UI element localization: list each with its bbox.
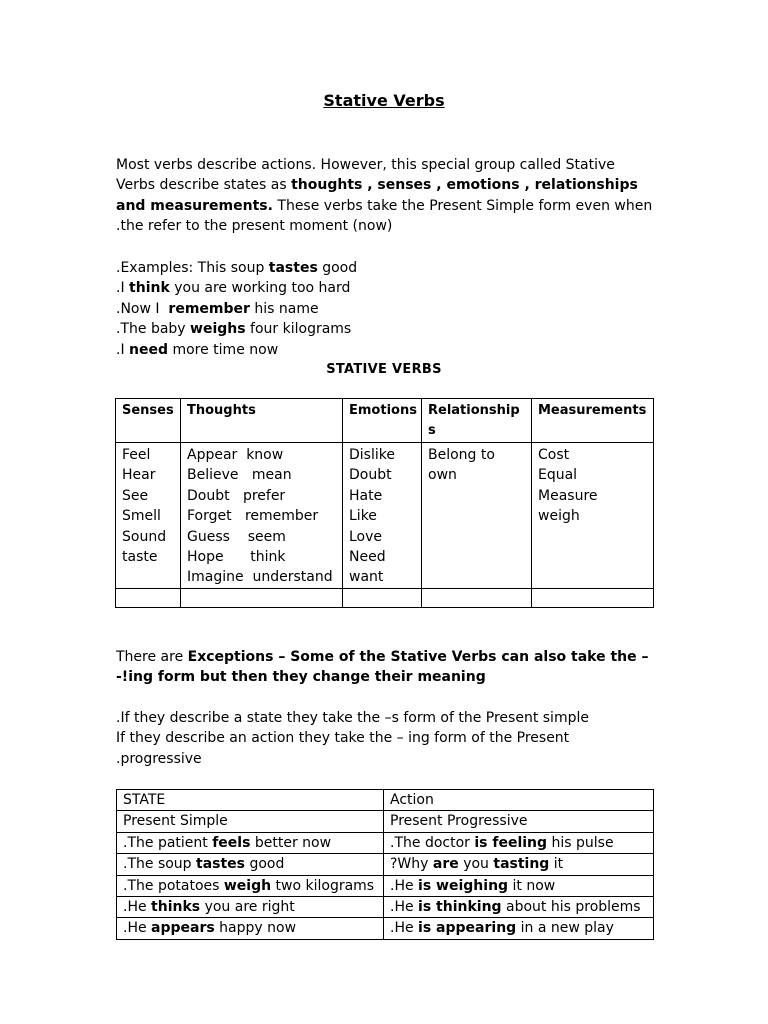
header-senses: Senses bbox=[116, 399, 181, 443]
verb-item: Belong to bbox=[428, 447, 495, 463]
verb-item: Doubt bbox=[349, 467, 392, 484]
example-verb: need bbox=[129, 341, 169, 358]
verb-item: own bbox=[428, 467, 457, 484]
intro-line-4: .the refer to the present moment (now) bbox=[116, 218, 393, 235]
header-relationships-line-2: s bbox=[428, 423, 436, 439]
page-title: Stative Verbs bbox=[323, 91, 445, 110]
verb-item: Hear bbox=[122, 467, 156, 484]
empty-cell bbox=[532, 589, 654, 608]
example-line bbox=[116, 319, 656, 339]
verb-item: Need bbox=[349, 549, 386, 566]
example-line bbox=[116, 299, 656, 319]
intro-line-3 bbox=[116, 196, 656, 216]
example-text: .The doctor bbox=[390, 834, 475, 851]
stative-verbs-heading: STATIVE VERBS bbox=[326, 362, 442, 377]
example-verb: is weighing bbox=[418, 877, 509, 894]
action-example bbox=[384, 918, 654, 939]
subheader-present-progressive: Present Progressive bbox=[384, 811, 654, 832]
thoughts-cell bbox=[181, 443, 343, 589]
table-row bbox=[117, 918, 654, 939]
verb-item: Hope think bbox=[187, 549, 286, 566]
intro-text: Verbs describe states as bbox=[116, 177, 292, 194]
exceptions-text: There are bbox=[116, 649, 188, 665]
rule-line: .progressive bbox=[116, 750, 202, 767]
example-text: two kilograms bbox=[271, 877, 375, 894]
verb-item: Believe mean bbox=[187, 467, 292, 484]
verb-item: Like bbox=[349, 508, 377, 525]
exceptions-line-1 bbox=[116, 647, 656, 667]
state-example bbox=[117, 832, 384, 853]
header-relationships-line-1: Relationship bbox=[428, 403, 520, 418]
example-verb: appears bbox=[151, 920, 215, 937]
empty-cell bbox=[422, 589, 532, 608]
table-header-row bbox=[116, 399, 654, 443]
example-verb: weigh bbox=[223, 877, 272, 894]
intro-bold-text: thoughts , senses , emotions , relationships bbox=[291, 177, 638, 194]
example-verb: think bbox=[129, 280, 170, 297]
action-example bbox=[384, 854, 654, 875]
exceptions-paragraph bbox=[116, 647, 656, 688]
exceptions-line-2 bbox=[116, 667, 656, 687]
example-text: in a new play bbox=[516, 920, 614, 937]
table-row bbox=[117, 854, 654, 875]
example-text: .He bbox=[390, 899, 419, 916]
table-row bbox=[117, 897, 654, 918]
example-text: it bbox=[549, 856, 564, 873]
verb-item: Feel bbox=[122, 447, 151, 463]
stative-verbs-table bbox=[115, 398, 654, 608]
example-verb: remember bbox=[168, 300, 250, 317]
table-header-row bbox=[117, 790, 654, 811]
example-verb: thinks bbox=[151, 899, 201, 916]
example-text: .The soup bbox=[123, 856, 197, 873]
example-text: his name bbox=[249, 300, 319, 317]
verb-item: Doubt prefer bbox=[187, 487, 286, 504]
example-text: you are working too hard bbox=[169, 280, 351, 297]
verb-item: Measure bbox=[538, 487, 598, 504]
verb-item: Dislike bbox=[349, 447, 395, 463]
example-text: .The baby bbox=[116, 321, 191, 338]
example-verb: tasting bbox=[493, 856, 550, 873]
intro-line-2 bbox=[116, 175, 656, 195]
table-row bbox=[117, 832, 654, 853]
example-text: good bbox=[317, 260, 358, 276]
rule-line: If they describe an action they take the – ing form of the Present bbox=[116, 730, 570, 747]
example-text: .The patient bbox=[123, 834, 213, 851]
example-text: .Now I bbox=[116, 300, 169, 317]
example-text: good bbox=[245, 856, 285, 873]
verb-item: Sound bbox=[122, 528, 167, 545]
example-text: it now bbox=[508, 877, 556, 894]
example-verb: weighs bbox=[190, 321, 246, 338]
verb-item: Equal bbox=[538, 467, 578, 484]
example-line bbox=[116, 340, 656, 360]
verb-item: Forget remember bbox=[187, 508, 319, 525]
verb-item: weigh bbox=[538, 508, 580, 525]
example-verb: is feeling bbox=[474, 834, 548, 851]
examples-list bbox=[116, 258, 656, 360]
state-example bbox=[117, 918, 384, 939]
example-text: .I bbox=[116, 341, 130, 358]
exceptions-bold-text: -!ing form but then they change their meaning bbox=[116, 669, 486, 686]
senses-cell bbox=[116, 443, 181, 589]
verb-item: Hate bbox=[349, 487, 383, 504]
verb-item: Guess seem bbox=[187, 528, 286, 545]
intro-line-1: Most verbs describe actions. However, this special group called Stative bbox=[116, 157, 615, 173]
example-text: his pulse bbox=[547, 834, 614, 851]
example-text: about his problems bbox=[501, 899, 641, 916]
example-verb: is appearing bbox=[418, 920, 517, 937]
state-action-table bbox=[116, 789, 654, 940]
example-text: .He bbox=[123, 920, 152, 937]
example-text: .I bbox=[116, 280, 130, 297]
verb-item: Appear know bbox=[187, 447, 284, 463]
example-text: four kilograms bbox=[245, 321, 352, 338]
measurements-cell bbox=[532, 443, 654, 589]
intro-text: These verbs take the Present Simple form even when bbox=[272, 197, 653, 214]
example-text: .He bbox=[390, 877, 419, 894]
relationships-cell bbox=[422, 443, 532, 589]
example-text: you bbox=[458, 856, 494, 873]
state-example bbox=[117, 897, 384, 918]
example-text: .He bbox=[390, 920, 419, 937]
example-text: ?Why bbox=[390, 856, 433, 873]
action-example bbox=[384, 832, 654, 853]
example-text: .Examples: This soup bbox=[116, 260, 269, 276]
example-text: .The potatoes bbox=[123, 877, 224, 894]
empty-cell bbox=[181, 589, 343, 608]
example-verb: is thinking bbox=[418, 899, 502, 916]
table-row bbox=[117, 875, 654, 896]
example-verb: are bbox=[432, 856, 459, 873]
empty-cell bbox=[343, 589, 422, 608]
emotions-cell bbox=[343, 443, 422, 589]
table-subheader-row bbox=[117, 811, 654, 832]
table-empty-row bbox=[116, 589, 654, 608]
rule-line: .If they describe a state they take the –s form of the Present simple bbox=[116, 710, 589, 726]
example-verb: tastes bbox=[268, 260, 318, 276]
example-line bbox=[116, 258, 656, 278]
rules-paragraph bbox=[116, 708, 656, 769]
header-relationships bbox=[422, 399, 532, 443]
example-verb: tastes bbox=[196, 856, 246, 873]
verb-item: Cost bbox=[538, 447, 570, 463]
header-emotions: Emotions bbox=[343, 399, 422, 443]
example-text: better now bbox=[250, 834, 332, 851]
verb-item: taste bbox=[122, 549, 158, 566]
table-row bbox=[116, 443, 654, 589]
verb-item: Love bbox=[349, 528, 383, 545]
empty-cell bbox=[116, 589, 181, 608]
action-example bbox=[384, 897, 654, 918]
subheader-present-simple: Present Simple bbox=[117, 811, 384, 832]
example-text: .He bbox=[123, 899, 152, 916]
intro-bold-text: and measurements. bbox=[116, 197, 273, 214]
verb-item: want bbox=[349, 569, 384, 586]
header-measurements: Measurements bbox=[532, 399, 654, 443]
example-line bbox=[116, 278, 656, 298]
example-text: more time now bbox=[168, 341, 279, 358]
header-state: STATE bbox=[117, 790, 384, 811]
verb-item: Smell bbox=[122, 508, 161, 525]
action-example bbox=[384, 875, 654, 896]
exceptions-bold-text: Exceptions – Some of the Stative Verbs can also take the – bbox=[187, 649, 649, 665]
state-example bbox=[117, 875, 384, 896]
example-verb: feels bbox=[212, 834, 251, 851]
state-example bbox=[117, 854, 384, 875]
verb-item: Imagine understand bbox=[187, 569, 333, 586]
header-action: Action bbox=[384, 790, 654, 811]
example-text: you are right bbox=[200, 899, 295, 916]
intro-paragraph bbox=[116, 155, 656, 237]
verb-item: See bbox=[122, 487, 149, 504]
header-thoughts: Thoughts bbox=[181, 399, 343, 443]
example-text: happy now bbox=[214, 920, 297, 937]
